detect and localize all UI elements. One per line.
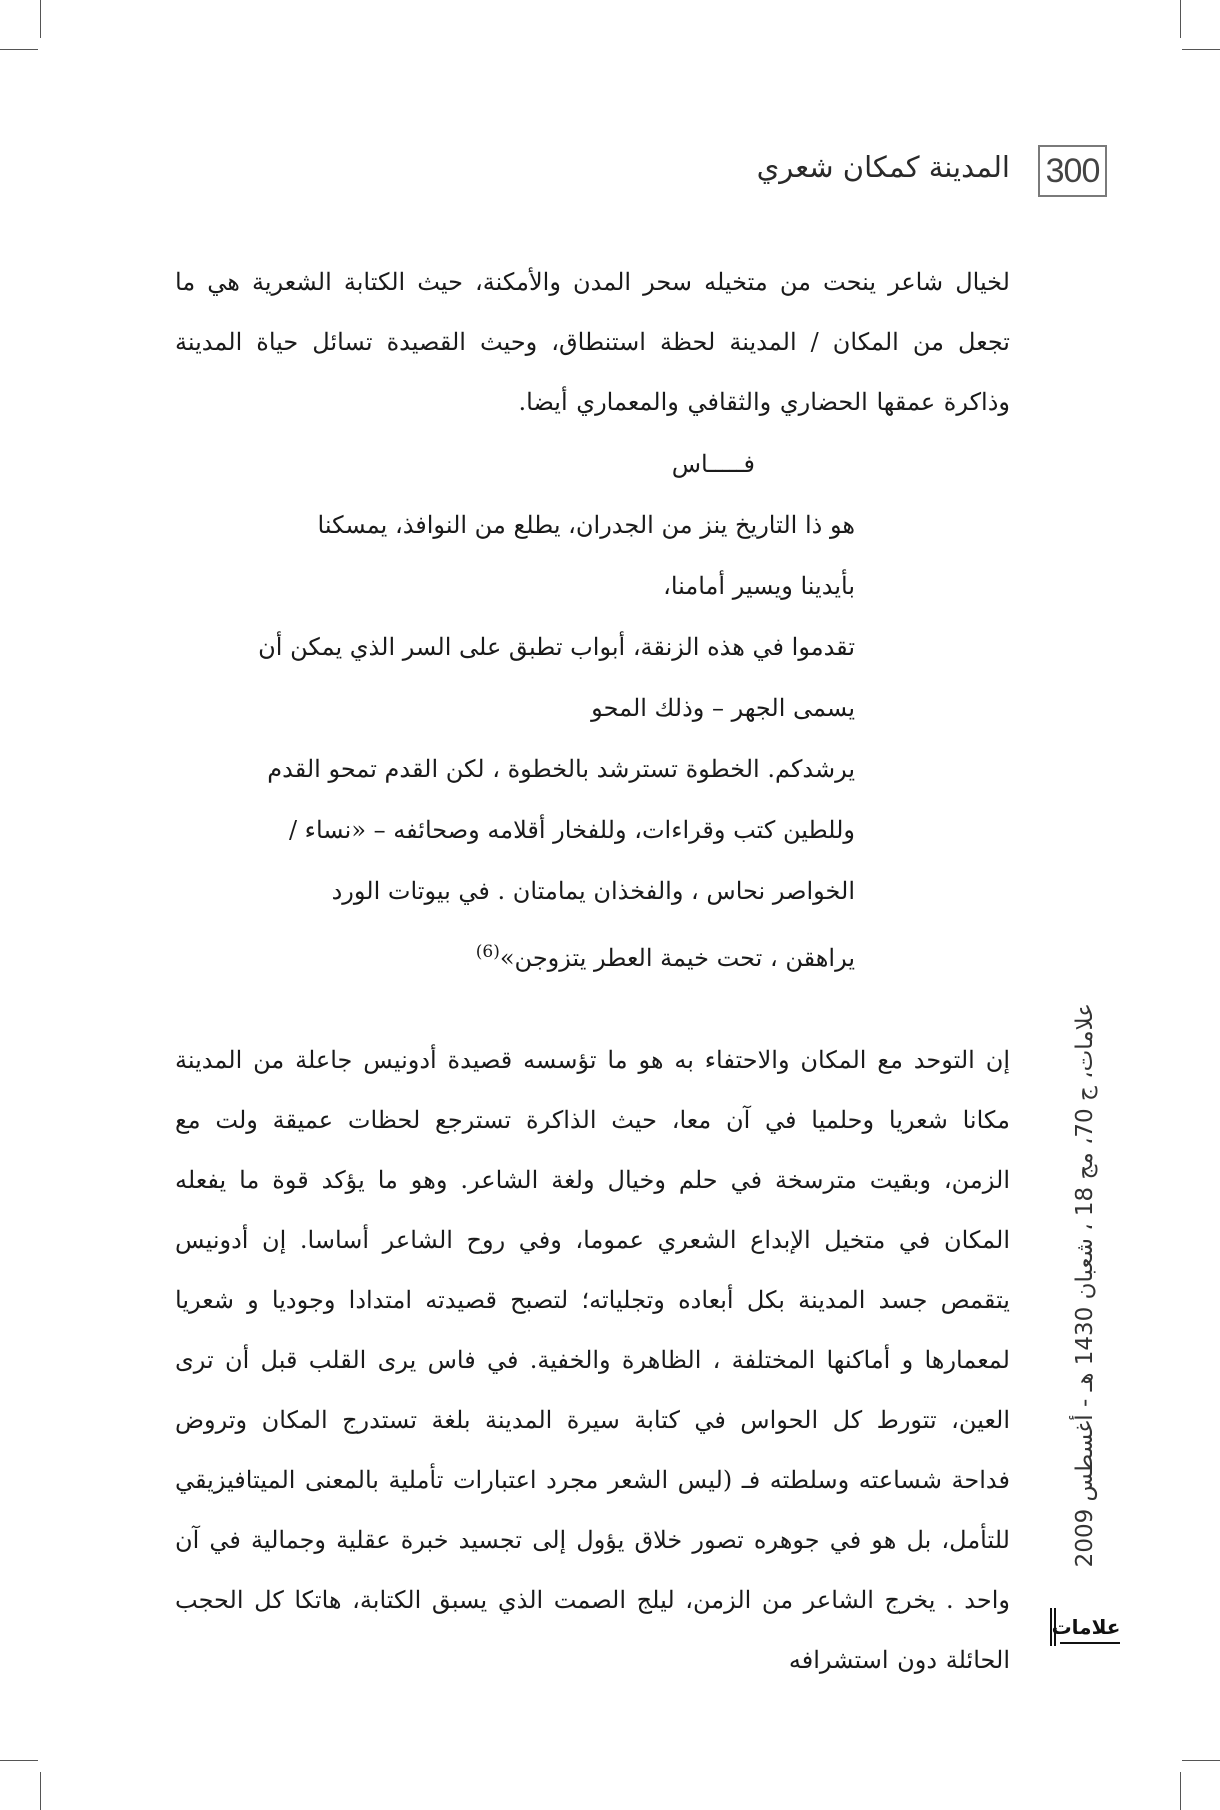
journal-issue-text: علامات، ج 70، مج 18 ، شعبان 1430 هـ - أغسطس 2009 [1072, 1002, 1098, 1568]
crop-mark [0, 49, 38, 50]
poem-last-line [175, 922, 855, 989]
main-paragraph [175, 1030, 1010, 1690]
footnote-marker: (6) [475, 942, 500, 962]
main-text: إن التوحد مع المكان والاحتفاء به هو ما تؤسسه قصيدة أدونيس جاعلة من المدينة مكانا شعريا وحلميا في آن معا، حيث الذاكرة تسترجع لحظات عميقة ولت مع الزمن، وبقيت مترسخة في حلم وخيال ولغة الشاعر. وهو ما يؤكد قوة ما يفعله المكان في متخيل الإبداع الشعري عموما، وفي روح الشاعر أساسا. إن أدونيس يتقمص جسد المدينة بكل أبعاده وتجلياته؛ لتصبح قصيدته امتدادا وجوديا و شعريا لمعمارها و أماكنها المختلفة ، الظاهرة والخفية. في فاس يرى القلب قبل أن ترى العين، تتورط كل الحواس في كتابة سيرة المدينة بلغة تستدرج المكان وتروض فداحة شساعته وسلطته فـ (ليس الشعر مجرد اعتبارات تأملية بالمعنى الميتافيزيقي للتأمل، بل هو في جوهره تصور خلاق يؤول إلى تجسيد خبرة عقلية وجمالية في آن واحد . يخرج الشاعر من الزمن، ليلج الصمت الذي يسبق الكتابة، هاتكا كل الحجب الحائلة دون استشرافه [175, 1046, 1010, 1674]
crop-mark [1182, 49, 1220, 50]
page-number: 300 [1038, 145, 1107, 197]
poem-quote [175, 434, 855, 989]
poem-line: بأيدينا ويسير أمامنا، [663, 572, 855, 600]
crop-mark [1182, 1760, 1220, 1761]
running-title: المدينة كمكان شعري [756, 150, 1010, 184]
intro-text: لخيال شاعر ينحت من متخيله سحر المدن والأمكنة، حيث الكتابة الشعرية هي ما تجعل من المكان / المدينة لحظة استنطاق، وحيث القصيدة تسائل حياة المدينة وذاكرة عمقها الحضاري والثقافي والمعماري أيضا. [175, 268, 1010, 416]
poem-line: يراهقن ، تحت خيمة العطر يتزوجن» [499, 944, 855, 972]
journal-logo [1050, 1604, 1122, 1650]
poem-title: فـــــاس [671, 450, 755, 478]
journal-logo-text: علامات [1051, 1615, 1121, 1639]
poem-line: هو ذا التاريخ ينز من الجدران، يطلع من النوافذ، يمسكنا [317, 511, 855, 539]
crop-mark [40, 1772, 41, 1810]
crop-mark [40, 0, 41, 38]
poem-line: يرشدكم. الخطوة تسترشد بالخطوة ، لكن القدم تمحو القدم [267, 755, 855, 783]
intro-paragraph [175, 252, 1010, 432]
poem-line: يسمى الجهر – وذلك المحو [591, 694, 855, 722]
poem-line: تقدموا في هذه الزنقة، أبواب تطبق على السر الذي يمكن أن [258, 633, 855, 661]
poem-line: الخواصر نحاس ، والفخذان يمامتان . في بيوتات الورد [331, 877, 855, 905]
journal-issue-info [1066, 980, 1104, 1590]
crop-mark [0, 1760, 38, 1761]
crop-mark [1180, 0, 1181, 38]
logo-bars [1050, 1608, 1056, 1646]
crop-mark [1180, 1772, 1181, 1810]
poem-line: وللطين كتب وقراءات، وللفخار أقلامه وصحائفه – «نساء / [288, 816, 855, 844]
logo-underline [1060, 1642, 1120, 1644]
